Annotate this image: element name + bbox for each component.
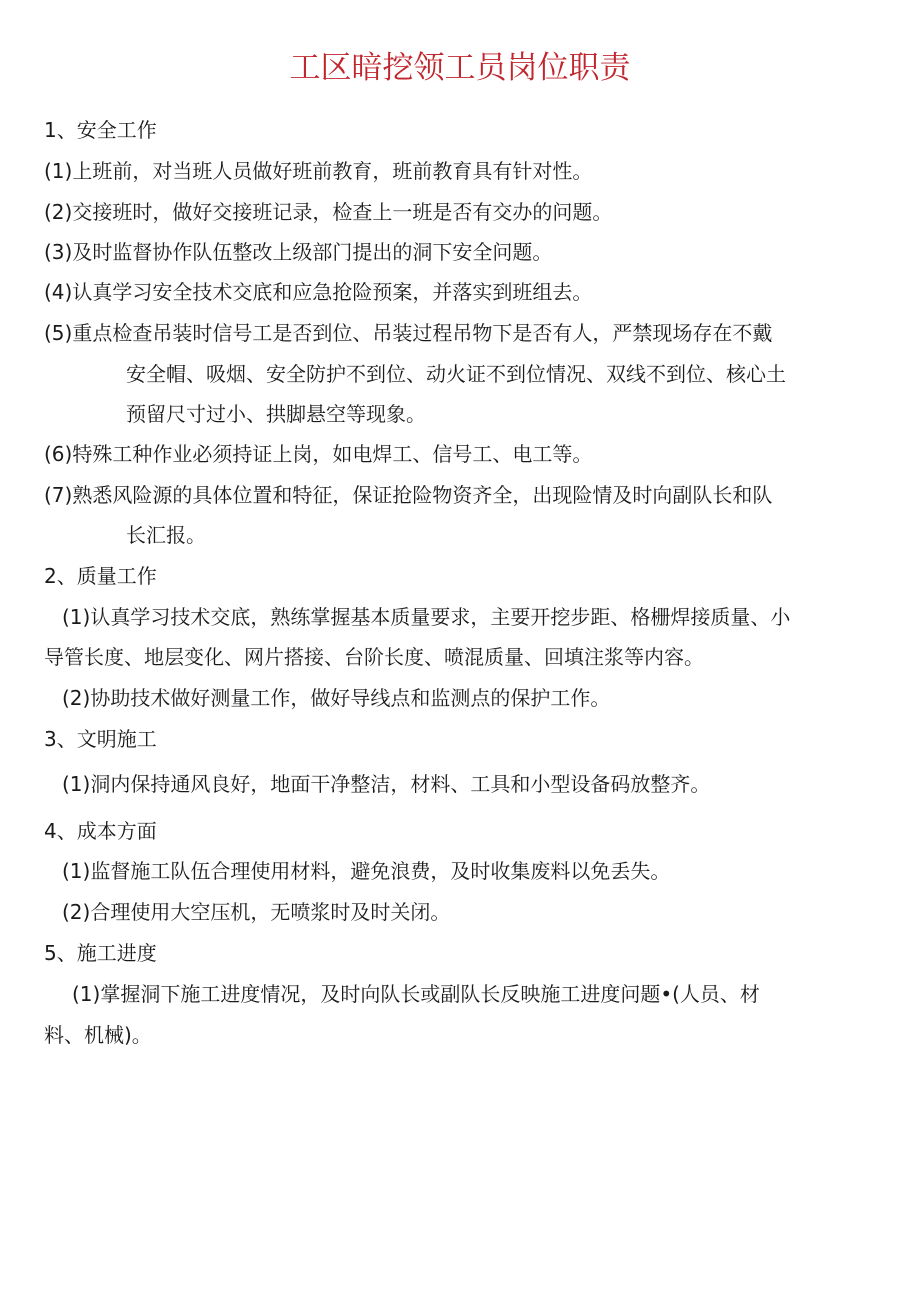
section-heading-safety: 1、安全工作 — [44, 118, 157, 142]
page-title: 工区暗挖领工员岗位职责 — [289, 50, 631, 86]
paragraph-line: 安全帽、吸烟、安全防护不到位、动火证不到位情况、双线不到位、核心土 — [126, 362, 786, 386]
paragraph-line: (2)协助技术做好测量工作，做好导线点和监测点的保护工作。 — [62, 686, 611, 710]
paragraph-line: (6)特殊工种作业必须持证上岗，如电焊工、信号工、电工等。 — [44, 442, 593, 466]
paragraph-line: 预留尺寸过小、拱脚悬空等现象。 — [126, 402, 426, 426]
section-heading-cost: 4、成本方面 — [44, 819, 157, 843]
section-heading-civilized-construction: 3、文明施工 — [44, 727, 157, 751]
section-heading-quality: 2、质量工作 — [44, 564, 157, 588]
paragraph-line: (3)及时监督协作队伍整改上级部门提出的洞下安全问题。 — [44, 240, 553, 264]
paragraph-line: (1)掌握洞下施工进度情况，及时向队长或副队长反映施工进度问题•(人员、材 — [72, 982, 760, 1006]
paragraph-line: (1)认真学习技术交底，熟练掌握基本质量要求，主要开挖步距、格栅焊接质量、小 — [62, 605, 791, 629]
paragraph-line: (5)重点检查吊装时信号工是否到位、吊装过程吊物下是否有人，严禁现场存在不戴 — [44, 321, 773, 345]
paragraph-line: 导管长度、地层变化、网片搭接、台阶长度、喷混质量、回填注浆等内容。 — [44, 645, 704, 669]
paragraph-line: 长汇报。 — [126, 523, 206, 547]
paragraph-line: (1)监督施工队伍合理使用材料，避免浪费，及时收集废料以免丢失。 — [62, 859, 671, 883]
paragraph-line: 料、机械)。 — [44, 1023, 152, 1047]
paragraph-line: (1)洞内保持通风良好，地面干净整洁，材料、工具和小型设备码放整齐。 — [62, 772, 711, 796]
paragraph-line: (1)上班前，对当班人员做好班前教育，班前教育具有针对性。 — [44, 159, 593, 183]
paragraph-line: (7)熟悉风险源的具体位置和特征，保证抢险物资齐全，出现险情及时向副队长和队 — [44, 483, 773, 507]
paragraph-line: (4)认真学习安全技术交底和应急抢险预案，并落实到班组去。 — [44, 280, 593, 304]
paragraph-line: (2)合理使用大空压机，无喷浆时及时关闭。 — [62, 900, 451, 924]
section-heading-progress: 5、施工进度 — [44, 941, 157, 965]
paragraph-line: (2)交接班时，做好交接班记录，检查上一班是否有交办的问题。 — [44, 200, 613, 224]
